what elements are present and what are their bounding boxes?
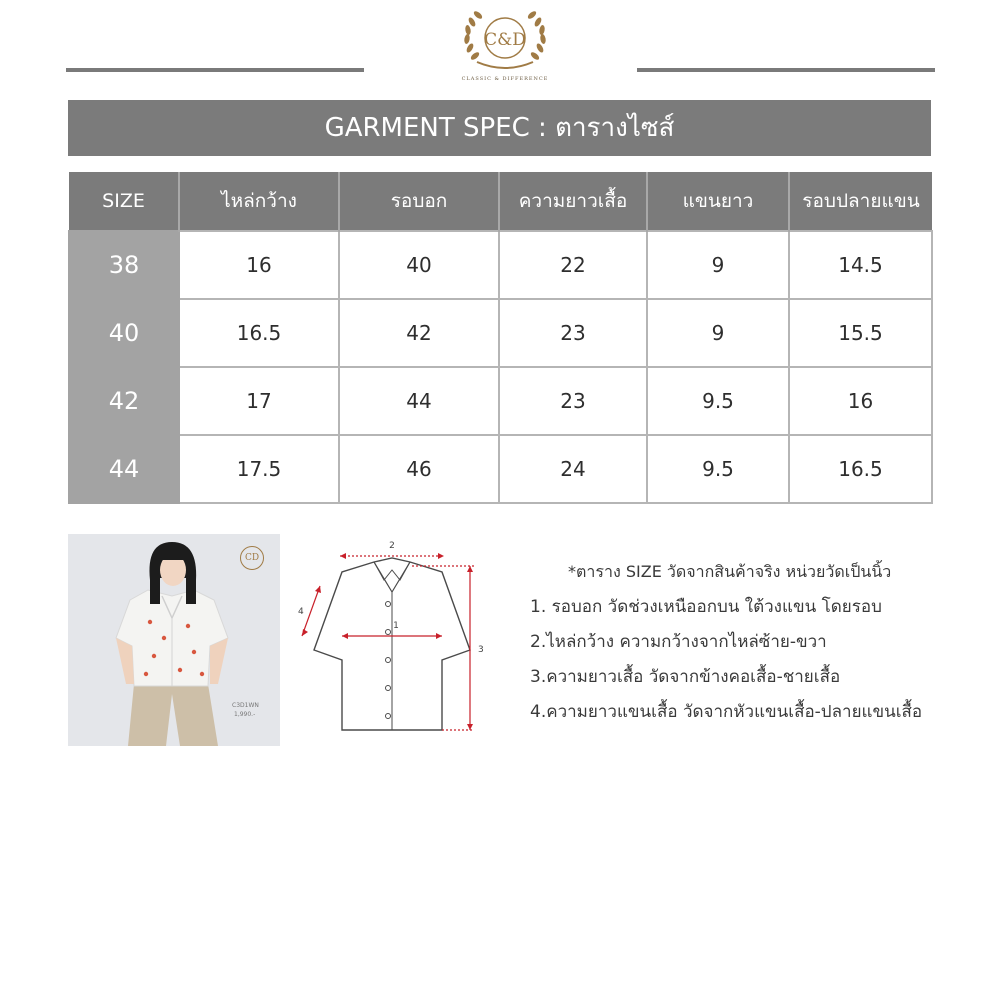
table-cell: 23 <box>499 367 647 435</box>
table-row <box>69 367 932 435</box>
measurement-notes <box>530 560 990 733</box>
table-cell: 24 <box>499 435 647 503</box>
shirt-measurement-diagram <box>292 536 492 736</box>
logo-monogram: C&D <box>484 30 526 50</box>
top-rule-right <box>637 68 935 72</box>
photo-code: C3D1WN <box>232 702 259 709</box>
size-cell: 38 <box>69 231 179 299</box>
table-cell: 15.5 <box>789 299 932 367</box>
brand-logo <box>455 4 555 86</box>
table-cell: 23 <box>499 299 647 367</box>
table-cell: 46 <box>339 435 499 503</box>
note-item: 4.ความยาวแขนเสื้อ วัดจากหัวแขนเสื้อ-ปลายแขนเสื้อ <box>530 702 923 722</box>
table-cell: 42 <box>339 299 499 367</box>
table-cell: 22 <box>499 231 647 299</box>
size-cell: 40 <box>69 299 179 367</box>
measure-label-2: 2 <box>389 541 395 551</box>
measure-label-1: 1 <box>393 621 399 631</box>
header-cuff: รอบปลายแขน <box>789 172 932 231</box>
model-photo <box>68 534 280 746</box>
table-cell: 16.5 <box>789 435 932 503</box>
table-cell: 16 <box>179 231 339 299</box>
table-row <box>69 435 932 503</box>
note-item: 1. รอบอก วัดช่วงเหนืออกบน ใต้วงแขน โดยรอบ <box>530 597 882 617</box>
table-row <box>69 299 932 367</box>
table-cell: 16 <box>789 367 932 435</box>
table-cell: 9.5 <box>647 367 789 435</box>
header-chest: รอบอก <box>339 172 499 231</box>
photo-badge: CD <box>240 546 264 570</box>
measure-label-4: 4 <box>298 607 304 617</box>
table-cell: 40 <box>339 231 499 299</box>
table-cell: 16.5 <box>179 299 339 367</box>
header-shoulder: ไหล่กว้าง <box>179 172 339 231</box>
note-item: 2.ไหล่กว้าง ความกว้างจากไหล่ซ้าย-ขวา <box>530 632 827 652</box>
table-cell: 9.5 <box>647 435 789 503</box>
table-cell: 9 <box>647 231 789 299</box>
table-cell: 17 <box>179 367 339 435</box>
page-title: GARMENT SPEC : ตารางไซส์ <box>68 100 931 156</box>
table-cell: 14.5 <box>789 231 932 299</box>
size-cell: 42 <box>69 367 179 435</box>
laurel-icon <box>455 4 555 74</box>
table-header-row <box>69 172 932 231</box>
notes-heading: *ตาราง SIZE วัดจากสินค้าจริง หน่วยวัดเป็นนิ้ว <box>568 562 892 581</box>
brand-tagline: CLASSIC & DIFFERENCE <box>461 76 549 82</box>
table-cell: 44 <box>339 367 499 435</box>
measure-label-3: 3 <box>478 645 484 655</box>
photo-price: 1,990.- <box>234 711 256 718</box>
table-cell: 17.5 <box>179 435 339 503</box>
table-row <box>69 231 932 299</box>
size-table <box>68 172 933 504</box>
size-cell: 44 <box>69 435 179 503</box>
header-size: SIZE <box>69 172 179 231</box>
note-item: 3.ความยาวเสื้อ วัดจากข้างคอเสื้อ-ชายเสื้อ <box>530 667 841 687</box>
header-length: ความยาวเสื้อ <box>499 172 647 231</box>
table-cell: 9 <box>647 299 789 367</box>
header-sleeve: แขนยาว <box>647 172 789 231</box>
top-rule-left <box>66 68 364 72</box>
